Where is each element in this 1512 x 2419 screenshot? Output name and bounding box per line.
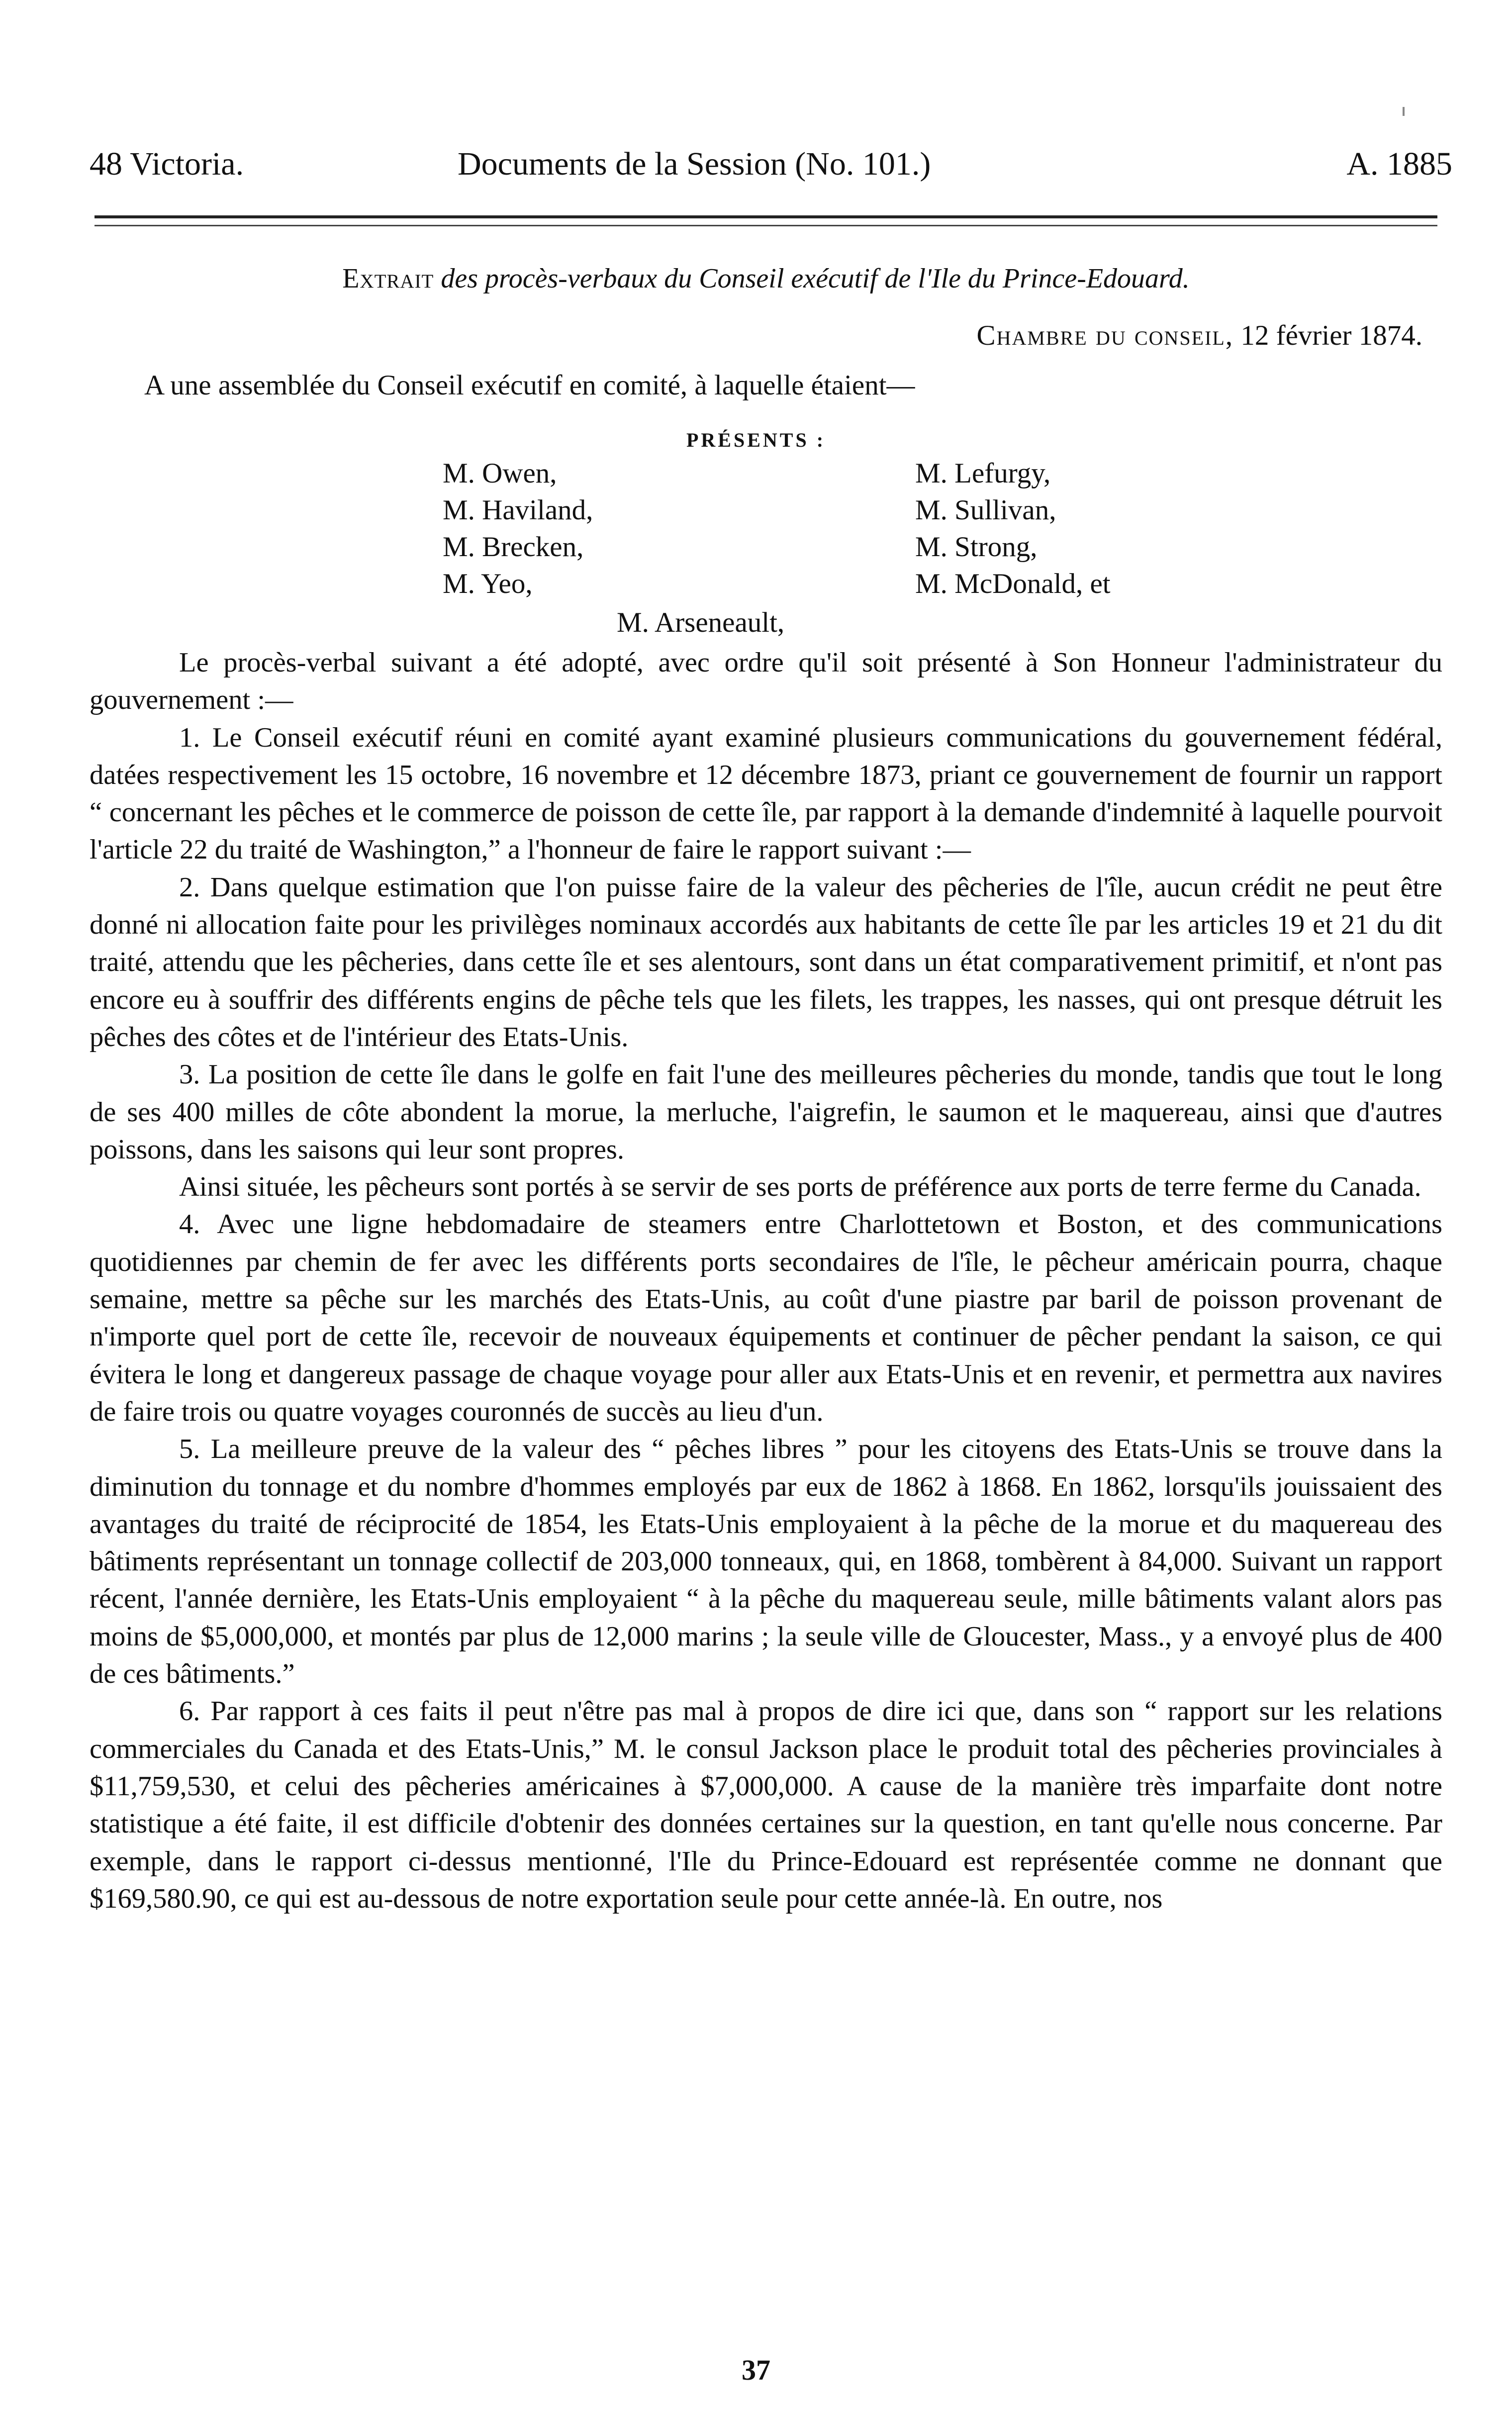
attendee: M. Sullivan,	[915, 494, 1056, 526]
paragraph-1: 1. Le Conseil exécutif réuni en comité ayant examiné plusieurs communications du gouvernement fédéral, datées respectivement les 15 octobre, 16 novembre et 12 décembre 1873, priant ce gouvernement de fournir un rapport “ concernant les pêches et le commerce de poisson de cette île, par rapport à la demande d'indemnité à laquelle pourvoit l'article 22 du traité de Washington,” a l'honneur de faire le rapport suivant :—	[90, 722, 1442, 866]
paragraph-5: 5. La meilleure preuve de la valeur des “ pêches libres ” pour les citoyens des Etats-Unis se trouve dans la diminution du tonnage et du nombre d'hommes employés par eux de 1862 à 1868. En 1862, lorsqu'ils jouissaient des avantages du traité de réciprocité de 1854, les Etats-Unis employaient à la pêche de la morue et du maquereau des bâtiments représentant un tonnage collectif de 203,000 tonneaux, qui, en 1868, tombèrent à 84,000. Suivant un rapport récent, l'année dernière, les Etats-Unis employaient “ à la pêche du maquereau seule, mille bâtiments valant alors pas moins de $5,000,000, et montés par plus de 12,000 marins ; la seule ville de Gloucester, Mass., y a envoyé plus de 400 de ces bâtiments.”	[90, 1434, 1442, 1690]
body-text	[90, 644, 1442, 1918]
dateline-date: 12 février 1874.	[1233, 320, 1422, 351]
header-volume: 48 Victoria.	[90, 146, 244, 182]
attendees-right-column	[915, 455, 1111, 602]
attendee: M. Haviland,	[443, 494, 593, 526]
attendee: M. McDonald, et	[915, 568, 1111, 599]
assembly-line: A une assemblée du Conseil exécutif en comité, à laquelle étaient—	[144, 370, 915, 401]
attendee: M. Yeo,	[443, 568, 533, 599]
header-year: A. 1885	[1346, 146, 1452, 182]
dateline-place: Chambre du conseil,	[976, 320, 1234, 351]
attendee-center: M. Arseneault,	[617, 607, 785, 638]
page-number: 37	[742, 2354, 770, 2386]
paragraph-6: 6. Par rapport à ces faits il peut n'être pas mal à propos de dire ici que, dans son “ rapport sur les relations commerciales du Canada et des Etats-Unis,” M. le consul Jackson place le produit total des pêcheries provinciales à $11,759,530, et celui des pêcheries américaines à $7,000,000. A cause de la manière très imparfaite dont notre statistique a été faite, il est difficile d'obtenir des données certaines sur la question, en tant qu'elle nous concerne. Par exemple, dans le rapport ci-dessus mentionné, l'Ile du Prince-Edouard est représentée comme ne donnant que $169,580.90, ce qui est au-dessous de notre exportation seule pour cette année-là. En outre, nos	[90, 1696, 1442, 1914]
attendee: M. Owen,	[443, 458, 557, 489]
paragraph-minutes-adopted: Le procès-verbal suivant a été adopté, avec ordre qu'il soit présenté à Son Honneur l'administrateur du gouvernement :—	[90, 647, 1442, 716]
attendee: M. Strong,	[915, 531, 1038, 563]
presents-heading: PRÉSENTS :	[686, 429, 826, 451]
header-rule-thick	[94, 215, 1437, 218]
title-lead: Extrait	[342, 263, 434, 294]
running-header	[70, 134, 1452, 194]
attendees-left-column	[443, 455, 593, 602]
paragraph-2: 2. Dans quelque estimation que l'on puisse faire de la valeur des pêcheries de l'île, aucun crédit ne peut être donné ni allocation faite pour les privilèges nominaux accordés aux habitants de cette île par les articles 19 et 21 du dit traité, attendu que les pêcheries, dans cette île et ses alentours, sont dans un état comparativement primitif, et n'ont pas encore eu à souffrir des différents engins de pêche tels que les filets, les trappes, les nasses, qui ont presque détruit les pêches des côtes et de l'intérieur des Etats-Unis.	[90, 871, 1442, 1053]
scan-speck	[1403, 107, 1405, 116]
extract-title	[94, 259, 1437, 298]
paragraph-3-continued: Ainsi située, les pêcheurs sont portés à se servir de ses ports de préférence aux ports de terre ferme du Canada.	[179, 1171, 1421, 1203]
header-title: Documents de la Session (No. 101.)	[458, 146, 931, 182]
attendee: M. Lefurgy,	[915, 458, 1051, 489]
paragraph-3: 3. La position de cette île dans le golfe en fait l'une des meilleures pêcheries du monde, tandis que tout le long de ses 400 milles de côte abondent la morue, la merluche, l'aigrefin, le saumon et le maquereau, ainsi que d'autres poissons, dans les saisons qui leur sont propres.	[90, 1059, 1442, 1165]
title-rest: des procès-verbaux du Conseil exécutif de l'Ile du Prince-Edouard.	[434, 263, 1190, 294]
paragraph-4: 4. Avec une ligne hebdomadaire de steamers entre Charlottetown et Boston, et des communications quotidiennes par chemin de fer avec les différents ports secondaires de l'île, le pêcheur américain pourra, chaque semaine, mettre sa pêche sur les marchés des Etats-Unis, au coût d'une piastre par baril de poisson provenant de n'importe quel port de cette île, recevoir de nouveaux équipements et continuer de pêcher pendant la saison, ce qui évitera le long et dangereux passage de chaque voyage pour aller aux Etats-Unis et en revenir, et permettra aux navires de faire trois ou quatre voyages couronnés de succès au lieu d'un.	[90, 1209, 1442, 1427]
dateline	[977, 316, 1422, 356]
header-rule-thin	[94, 225, 1437, 226]
attendee: M. Brecken,	[443, 531, 584, 563]
